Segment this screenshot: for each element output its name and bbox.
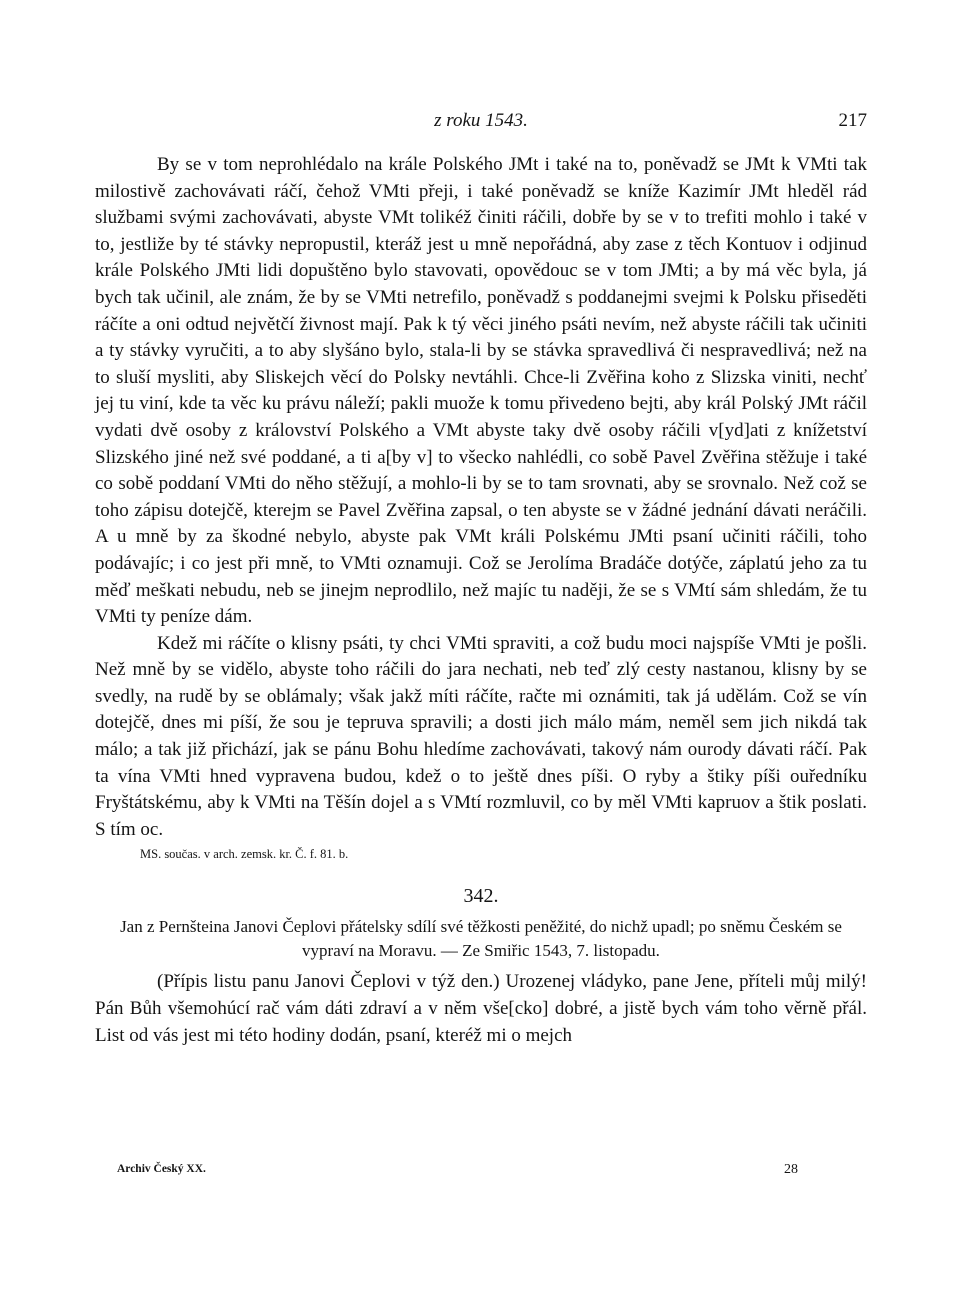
signature-mark: 28 bbox=[784, 1162, 798, 1177]
document-page bbox=[95, 0, 867, 1302]
page-footer bbox=[117, 1163, 867, 1183]
document-opening-paragraph: (Přípis listu panu Janovi Čeplovi v týž den.) Urozenej vládyko, pane Jene, příteli můj milý! Pán Bůh všemohúcí rač vám dáti zdraví a v něm vše[cko] dobré, a jistě bych vám toho věrně přál. List od vás jest mi této hodiny dodán, psaní, kteréž mi o mejch bbox=[95, 971, 867, 1046]
letter-paragraph-2: Kdež mi ráčíte o klisny psáti, ty chci VMti spraviti, a což budu moci najspíše VMti je pošli. Než mně by se vidělo, abyste toho ráčili do jara nechati, neb teď zlý cesty nastanou, klisny by se svedly, na rudě by se oblámaly; však jakž míti ráčíte, račte mi oznámiti, tak já udělám. Což se vín dotejčě, dnes mi píší, že sou je tepruva spravili; a dosti jich málo mám, neměl sem jich nikdá tak málo; a tak již přichází, jak se pánu Bohu hledíme zachovávati, takový nám ourody dávati ráčí. Pak ta vína VMti hned vypravena budou, kdež o to ještě dnes píši. O ryby a štiky píši ouředníku Fryštátskému, aby k VMti na Těšín dojel a s VMtí rozmluvil, co by měl VMti kapruov a štik poslati. S tím oc. bbox=[95, 632, 867, 840]
source-note: MS. součas. v arch. zemsk. kr. Č. f. 81. b. bbox=[140, 847, 349, 862]
document-number: 342. bbox=[463, 885, 499, 908]
body-text bbox=[95, 152, 867, 1049]
page-number: 217 bbox=[838, 110, 867, 131]
running-head bbox=[95, 110, 867, 136]
running-head-title: z roku 1543. bbox=[434, 110, 528, 131]
document-regest: Jan z Pernšteina Janovi Čeplovi přátelsky sdílí své těžkosti peněžité, do nichž upadl; po sněmu Českém se vypraví na Moravu. — Ze Smiřic 1543, 7. listopadu. bbox=[120, 917, 842, 961]
volume-label: Archiv Český XX. bbox=[117, 1163, 206, 1175]
letter-paragraph-1: By se v tom neprohlédalo na krále Polského JMt i také na to, poněvadž se JMt k VMti tak milostivě zachovávati ráčí, čehož VMti přeji, i také poněvadž se kníže Kazimír JMt hleděl rád službami svými zachovávati, abyste VMt tolikéž činiti ráčili, dobře by se v to trefiti mohlo i také v to, jestliže by té stávky nepropustil, kteráž jest u mně nepořádná, aby zase z těch Kontuov i odjinud krále Polského JMti lidi dopuštěno bylo stavovati, opovědouc se v tom JMti; a by má věc byla, já bych tak učinil, ale znám, že by se VMti netrefilo, poněvadž s poddanejmi svejmi k Polsku přiseděti ráčíte a oni odtud největčí živnost mají. Pak k tý věci jiného psáti nevím, než abyste ráčili tak učiniti a ty stávky vyručiti, a to aby slyšáno bylo, stala-li by se stávka spravedlivá či nespravedlivá; než na to sluší mysliti, aby Sliskejch věcí do Polsky nevtáhli. Chce-li Zvěřina koho z Slizska viniti, nechť jej tu viní, kde ta věc ku právu náleží; pakli muože k tomu přivedeno bejti, aby král Polský JMt ráčil vydati dvě osoby z království Polského a VMt abyste taky dvě osoby ráčili v[yd]ati z knížetství Slizského jiné než své poddané, a ti a[by v] to všecko nahlédli, co sobě Pavel Zvěřina stěžuje i také co sobě poddaní VMti do něho stěžují, a mohlo-li by se to tam srovnati, aby se srovnalo. Než což se toho zápisu dotejčě, kterejm se Pavel Zvěřina zapsal, o ten abyste se v žádné jednání dávati neráčili. A u mně by za škodné nebylo, abyste pak VMt králi Polskému JMti psaní učiniti ráčili, toho podávajíc; i co jest při mně, to VMti oznamuji. Což se Jerolíma Bradáče dotýče, záplatú jeho za tu měď meškati nebudu, neb se jinejm neprodlilo, než majíc tu naději, že se s VMtí sám shledám, že tu VMti ty peníze dám. bbox=[95, 154, 867, 628]
